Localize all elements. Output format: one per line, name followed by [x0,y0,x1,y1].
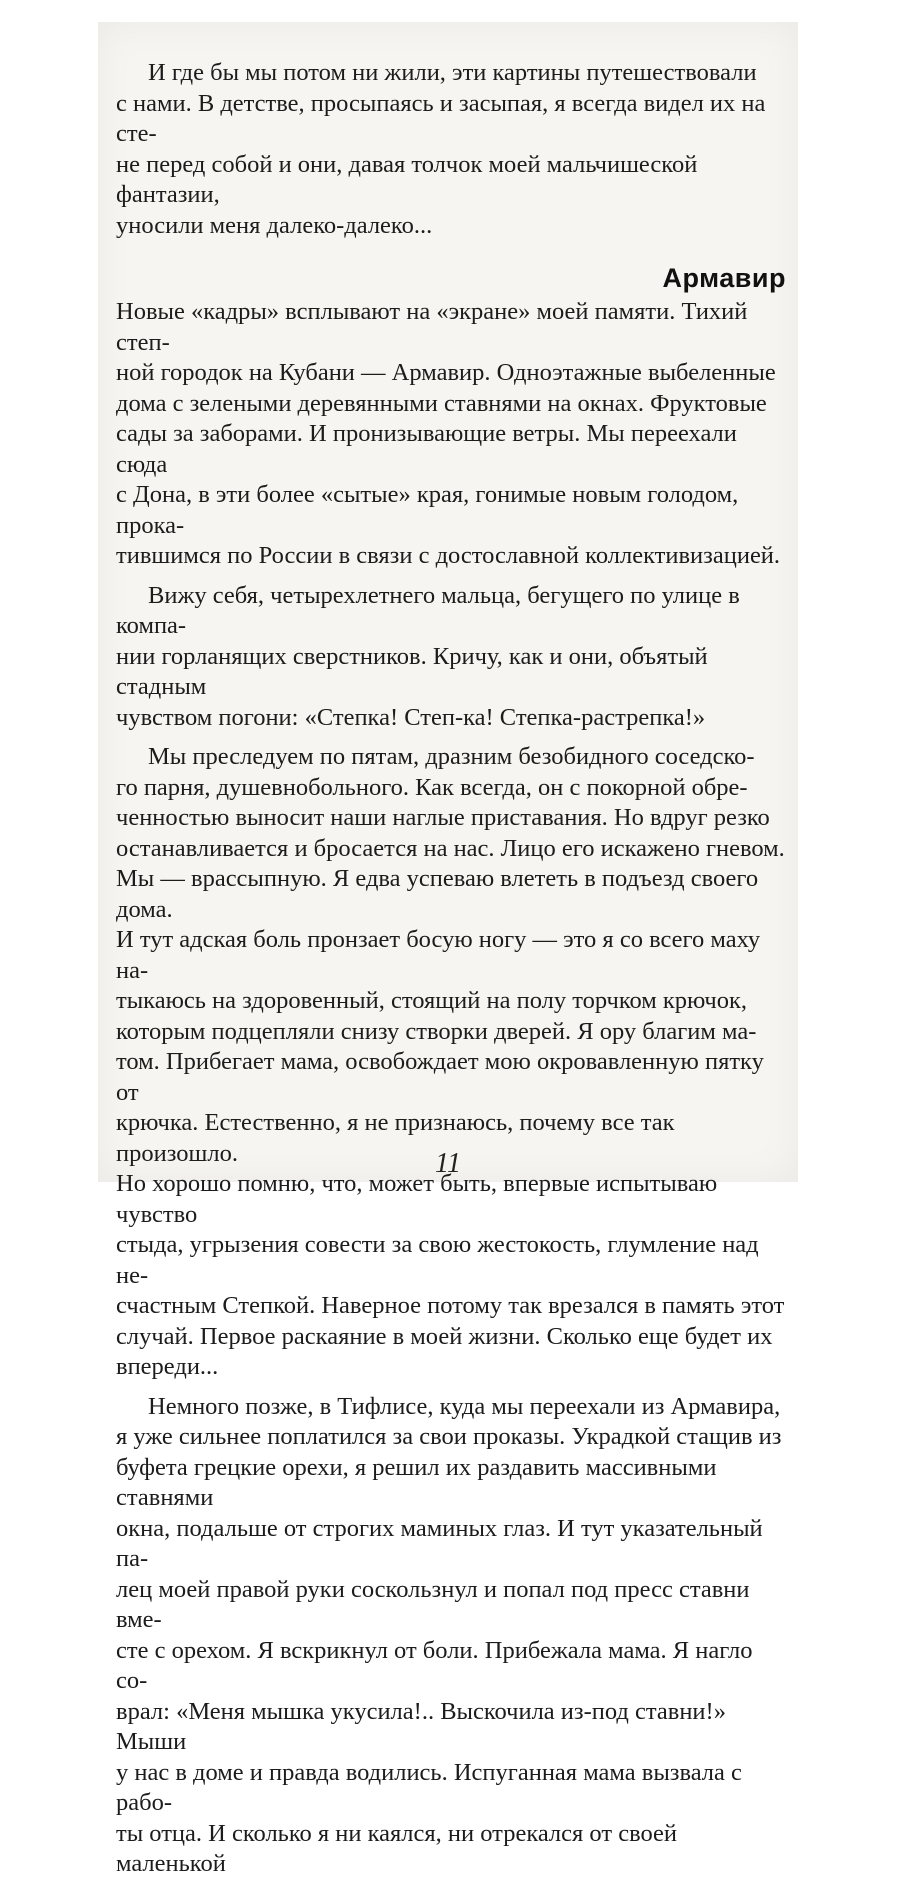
paragraph-1: Новые «кадры» всплывают на «экране» моей памяти. Тихий степ- ной городок на Кубани — Армавир. Одноэтажные выбеленные дома с зелеными деревянными ставнями на окнах. Фруктовые сады за заборами. И пронизывающие ветры. Мы переехали сюда с Дона, в эти более «сытые» края, гонимые новым голодом, прока- тившимся по России в связи с достославной коллективизацией. [116,298,781,569]
book-page [98,22,798,1877]
page-number: 11 [435,1148,461,1179]
paragraph-3: Мы преследуем по пятам, дразним безобидного соседско- го парня, душевнобольного. Как всегда, он с покорной обре- ченностью выносит наши наглые приставания. Но вдруг резко останавливается и бросается на нас. Лицо его искажено гневом. Мы — врассыпную. Я едва успеваю влететь в подъезд своего дома. И тут адская боль пронзает босую ногу — это я со всего маху на- тыкаюсь на здоровенный, стоящий на полу торчком крючок, которым подцепляли снизу створки дверей. Я ору благим ма- том. Прибегает мама, освобождает мою окровавленную пятку от крючка. Естественно, я не признаюсь, почему все так произошло. Но хорошо помню, что, может быть, впервые испытываю чувство стыда, угрызения совести за свою жестокость, глумление над не- счастным Степкой. Наверное потому так врезался в память этот случай. Первое раскаяние в моей жизни. Сколько еще будет их впереди... [116,743,785,1380]
page-text [116,58,786,1889]
paragraph-4: Немного позже, в Тифлисе, куда мы переехали из Армавира, я уже сильнее поплатился за свои проказы. Украдкой стащив из буфета грецкие орехи, я решил их раздавить массивными ставнями окна, подальше от строгих маминых глаз. И тут указательный па- лец моей правой руки соскользнул и попал под пресс ставни вме- сте с орехом. Я вскрикнул от боли. Прибежала мама. Я нагло со- врал: «Меня мышка укусила!.. Выскочила из-под ставни!» Мыши у нас в доме и правда водились. Испуганная мама вызвала с рабо- ты отца. И сколько я ни каялся, ни отрекался от своей маленькой [116,1392,782,1877]
paragraph-intro: И где бы мы потом ни жили, эти картины путешествовали с нами. В детстве, просыпаясь и засыпая, я всегда видел их на сте- не перед собой и они, давая толчок моей мальчишеской фантазии, уносили меня далеко-далеко... [116,59,766,239]
paragraph-2: Вижу себя, четырехлетнего мальца, бегущего по улице в компа- нии горланящих сверстников. Кричу, как и они, объятый стадным чувством погони: «Степка! Степ-ка! Степка-растрепка!» [116,581,740,731]
section-heading: Армавир [662,263,786,293]
